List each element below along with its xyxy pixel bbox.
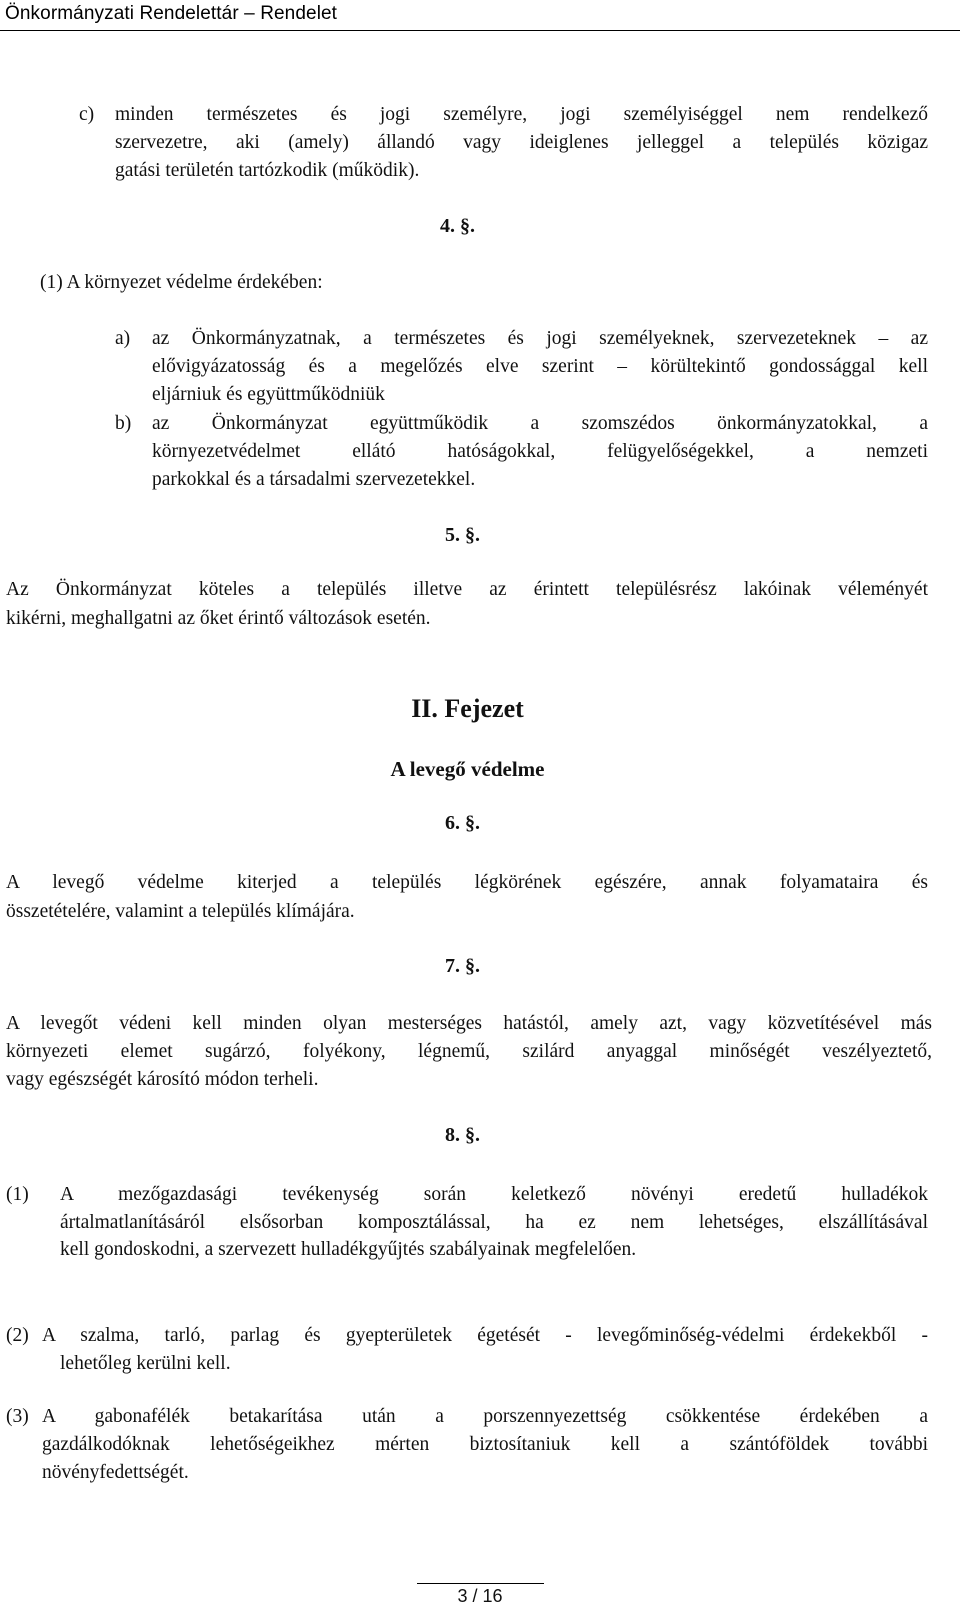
item-1-line-1: A mezőgazdasági tevékenység során keletkező növényi eredetű hulladékok — [60, 1184, 928, 1205]
item-3-label: (3) — [6, 1406, 29, 1427]
section-5-heading: 5. §. — [445, 524, 480, 546]
item-1-label: (1) — [6, 1184, 29, 1205]
item-1-line-3: kell gondoskodni, a szervezett hulladékgyűjtés szabályainak megfelelően. — [60, 1239, 637, 1260]
item-b-line-2: környezetvédelmet ellátó hatóságokkal, felügyelőségekkel, a nemzeti — [152, 441, 928, 462]
section-6-line-1: A levegő védelme kiterjed a település légkörének egészére, annak folyamataira és — [6, 872, 928, 893]
item-b-line-1: az Önkormányzat együttműködik a szomszédos önkormányzatokkal, a — [152, 413, 928, 434]
section-5-line-2: kikérni, meghallgatni az őket érintő változások esetén. — [6, 608, 431, 629]
header-title: Önkormányzati Rendelettár – Rendelet — [5, 3, 338, 24]
section-7-line-2: környezeti elemet sugárzó, folyékony, légnemű, szilárd anyaggal minőségét veszélyeztető, — [6, 1041, 932, 1062]
section-7-line-1: A levegőt védeni kell minden olyan mesterséges hatástól, amely azt, vagy közvetítésével más — [6, 1013, 932, 1034]
section-8-heading: 8. §. — [445, 1124, 480, 1146]
item-2-line-2: lehetőleg kerülni kell. — [60, 1353, 231, 1374]
chapter-title: A levegő védelme — [390, 757, 545, 781]
item-2-label: (2) — [6, 1325, 29, 1346]
page-number: 3 / 16 — [457, 1586, 503, 1606]
item-a-line-2: elővigyázatosság és a megelőzés elve szerint – körültekintő gondossággal kell — [152, 356, 928, 377]
item-3-line-3: növényfedettségét. — [42, 1462, 189, 1483]
item-a-line-3: eljárniuk és együttműködniük — [152, 384, 385, 405]
item-a-label: a) — [115, 328, 131, 349]
section-6-line-2: összetételére, valamint a település klímájára. — [6, 901, 355, 922]
section-4-para-1: (1) A környezet védelme érdekében: — [40, 272, 323, 293]
item-1-line-2: ártalmatlanításáról elsősorban komposztálással, ha ez nem lehetséges, elszállításával — [60, 1212, 928, 1233]
item-c-line-3: gatási területén tartózkodik (működik). — [115, 160, 420, 181]
section-5-line-1: Az Önkormányzat köteles a település illetve az érintett településrész lakóinak véleményét — [6, 579, 928, 600]
item-3-line-1: A gabonafélék betakarítása után a porszennyezettség csökkentése érdekében a — [42, 1406, 928, 1427]
page-header — [0, 0, 960, 31]
item-2-line-1: A szalma, tarló, parlag és gyepterületek égetését - levegőminőség-védelmi érdekekből - — [42, 1325, 928, 1346]
item-3-line-2: gazdálkodóknak lehetőségeikhez mérten biztosítaniuk kell a szántóföldek további — [42, 1434, 928, 1455]
section-7-heading: 7. §. — [445, 955, 480, 977]
item-c-label: c) — [79, 104, 95, 125]
section-4-heading: 4. §. — [440, 215, 475, 237]
footer-divider — [417, 1583, 544, 1584]
item-c-line-2: szervezetre, aki (amely) állandó vagy ideiglenes jelleggel a település közigaz — [115, 132, 928, 153]
section-6-heading: 6. §. — [445, 812, 480, 834]
item-a-line-1: az Önkormányzatnak, a természetes és jogi személyeknek, szervezeteknek – az — [152, 328, 928, 349]
chapter-number: II. Fejezet — [411, 694, 524, 723]
item-c-line-1: minden természetes és jogi személyre, jogi személyiséggel nem rendelkező — [115, 104, 928, 125]
item-b-line-3: parkokkal és a társadalmi szervezetekkel. — [152, 469, 476, 490]
section-7-line-3: vagy egészségét károsító módon terheli. — [6, 1069, 319, 1090]
item-b-label: b) — [115, 413, 132, 434]
